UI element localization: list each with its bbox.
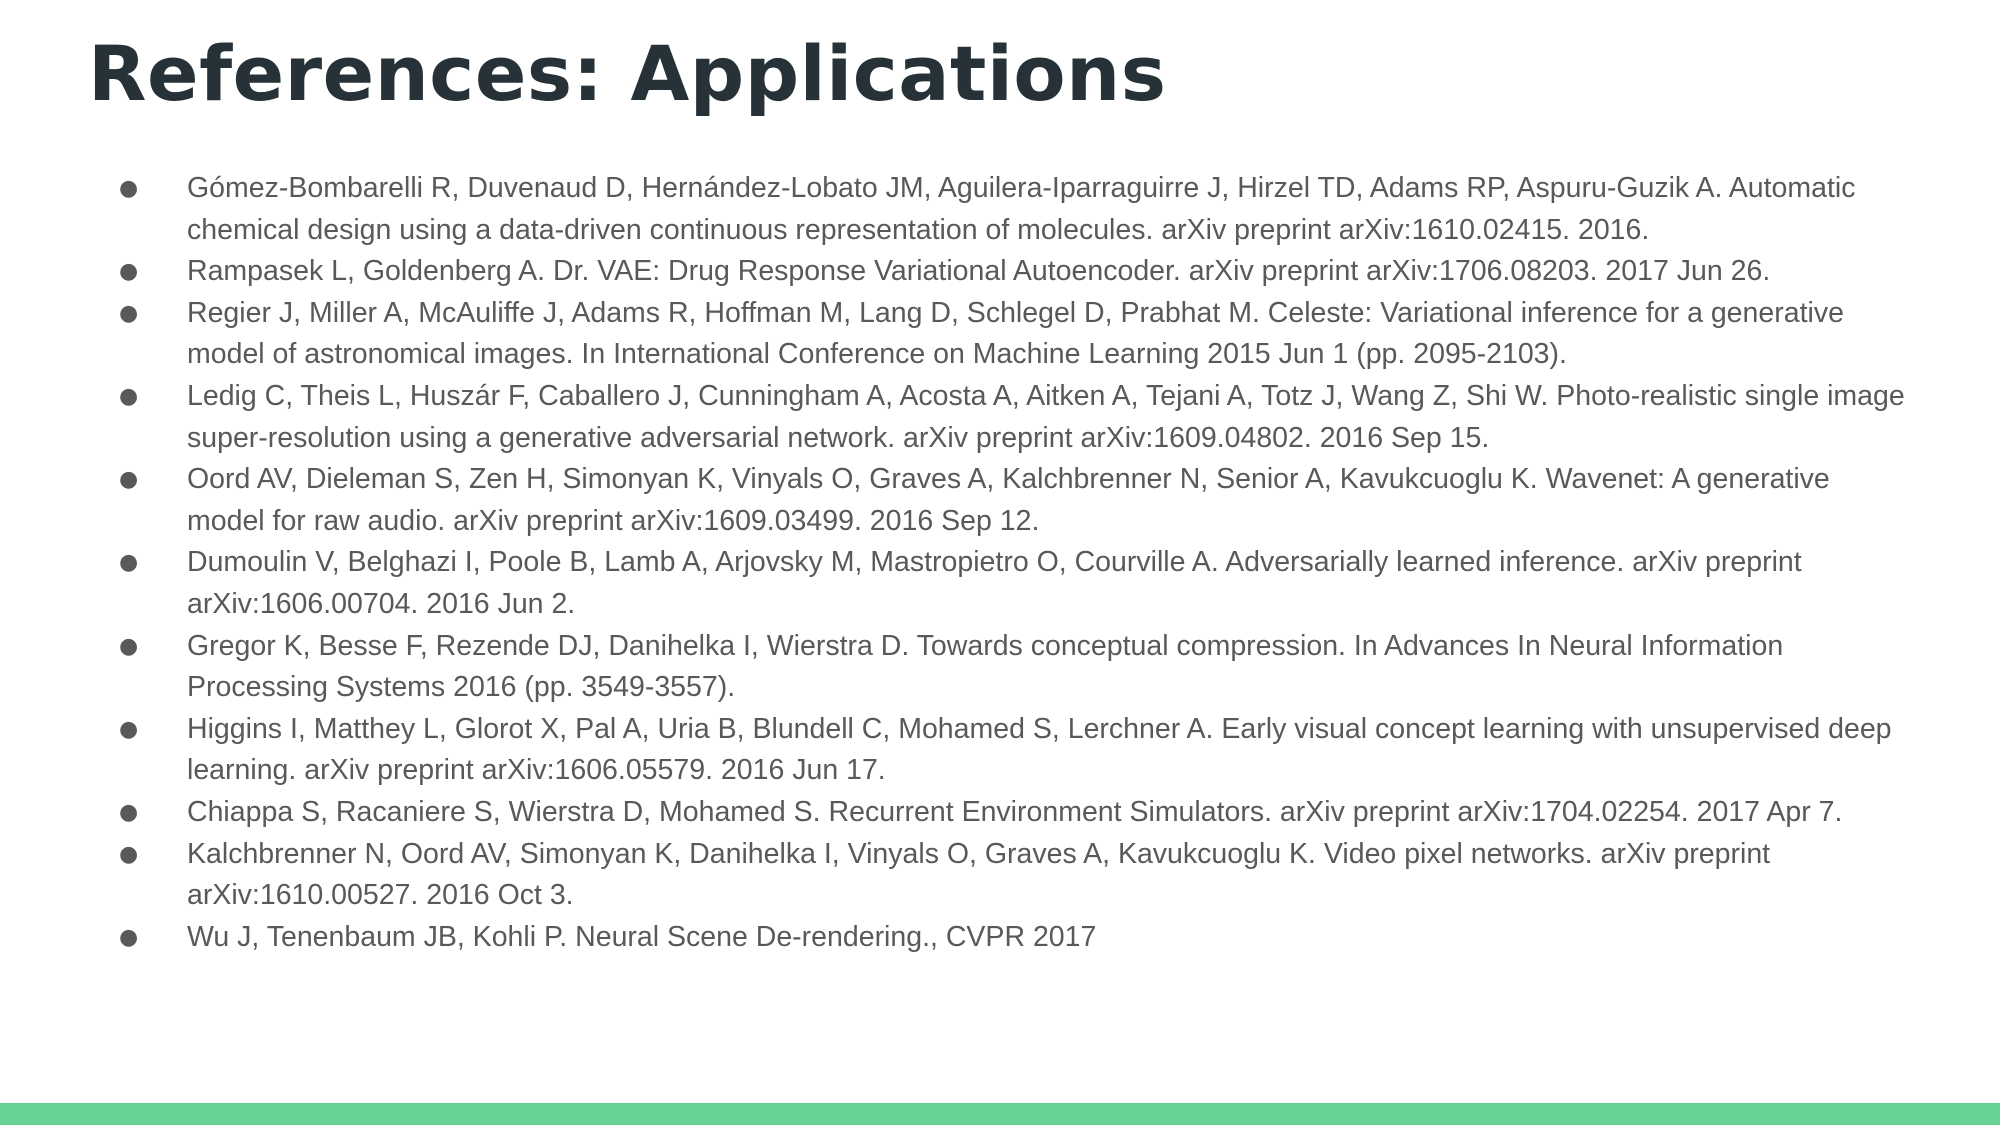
bullet-icon: ● — [119, 550, 139, 576]
reference-text: Dumoulin V, Belghazi I, Poole B, Lamb A, Arjovsky M, Mastropietro O, Courville A. Adversarially learned inference. arXiv preprint arXiv:1606.00704. 2016 Jun 2. — [187, 546, 1802, 620]
reference-text: Regier J, Miller A, McAuliffe J, Adams R, Hoffman M, Lang D, Schlegel D, Prabhat M. Celeste: Variational inference for a generative model of astronomical images. In International Conference on Machine Learning 2015 Jun 1 (pp. 2095-2103). — [187, 296, 1844, 371]
reference-text: Kalchbrenner N, Oord AV, Simonyan K, Danihelka I, Vinyals O, Graves A, Kavukcuoglu K. Video pixel networks. arXiv preprint arXiv:1610.00527. 2016 Oct 3. — [187, 837, 1771, 912]
reference-list — [0, 168, 2000, 958]
bullet-icon: ● — [119, 176, 139, 201]
reference-item — [0, 542, 2000, 625]
reference-text: Rampasek L, Goldenberg A. Dr. VAE: Drug Response Variational Autoencoder. arXiv preprint arXiv:1706.08203. 2017 Jun 26. — [187, 255, 1771, 288]
reference-text: Higgins I, Matthey L, Glorot X, Pal A, Uria B, Blundell C, Mohamed S, Lerchner A. Early visual concept learning with unsupervised deep learning. arXiv preprint arXiv:1606.05579. 2016 Jun 17. — [187, 712, 1892, 787]
reference-text: Chiappa S, Racaniere S, Wierstra D, Mohamed S. Recurrent Environment Simulators. arXiv preprint arXiv:1704.02254. 2017 Apr 7. — [187, 795, 1843, 828]
reference-item — [0, 626, 2000, 709]
reference-item — [0, 293, 2000, 376]
bullet-icon: ● — [119, 633, 139, 659]
bullet-icon: ● — [119, 799, 139, 825]
bullet-icon: ● — [119, 259, 139, 285]
reference-text: Gómez-Bombarelli R, Duvenaud D, Hernández-Lobato JM, Aguilera-Iparraguirre J, Hirzel TD, Adams RP, Aspuru-Guzik A. Automatic chemical design using a data-driven continuous representation of molecules. arXiv preprint arXiv:1610.02415. 2016. — [187, 172, 1856, 246]
bullet-icon: ● — [119, 467, 139, 493]
reference-text: Gregor K, Besse F, Rezende DJ, Danihelka I, Wierstra D. Towards conceptual compression. In Advances In Neural Information Processing Systems 2016 (pp. 3549-3557). — [187, 629, 1784, 704]
reference-item — [0, 792, 2000, 834]
reference-item — [0, 168, 2000, 251]
reference-text: Ledig C, Theis L, Huszár F, Caballero J, Cunningham A, Acosta A, Aitken A, Tejani A, Totz J, Wang Z, Shi W. Photo-realistic single image super-resolution using a generative adversarial network. arXiv preprint arXiv:1609.04802. 2016 Sep 15. — [187, 379, 1905, 454]
reference-item — [0, 709, 2000, 792]
reference-item — [0, 917, 2000, 959]
reference-item — [0, 376, 2000, 459]
reference-text: Oord AV, Dieleman S, Zen H, Simonyan K, Vinyals O, Graves A, Kalchbrenner N, Senior A, Kavukcuoglu K. Wavenet: A generative model for raw audio. arXiv preprint arXiv:1609.03499. 2016 Sep 12. — [187, 463, 1830, 537]
bullet-icon: ● — [119, 924, 139, 950]
slide-title: References: Applications — [88, 29, 1167, 118]
reference-text: Wu J, Tenenbaum JB, Kohli P. Neural Scene De-rendering., CVPR 2017 — [187, 920, 1097, 953]
bullet-icon: ● — [119, 383, 139, 409]
bullet-icon: ● — [119, 300, 139, 326]
reference-item — [0, 834, 2000, 917]
accent-footer-bar — [0, 1103, 2000, 1125]
bullet-icon: ● — [119, 841, 139, 867]
bullet-icon: ● — [119, 716, 139, 742]
reference-item — [0, 459, 2000, 542]
reference-item — [0, 251, 2000, 293]
